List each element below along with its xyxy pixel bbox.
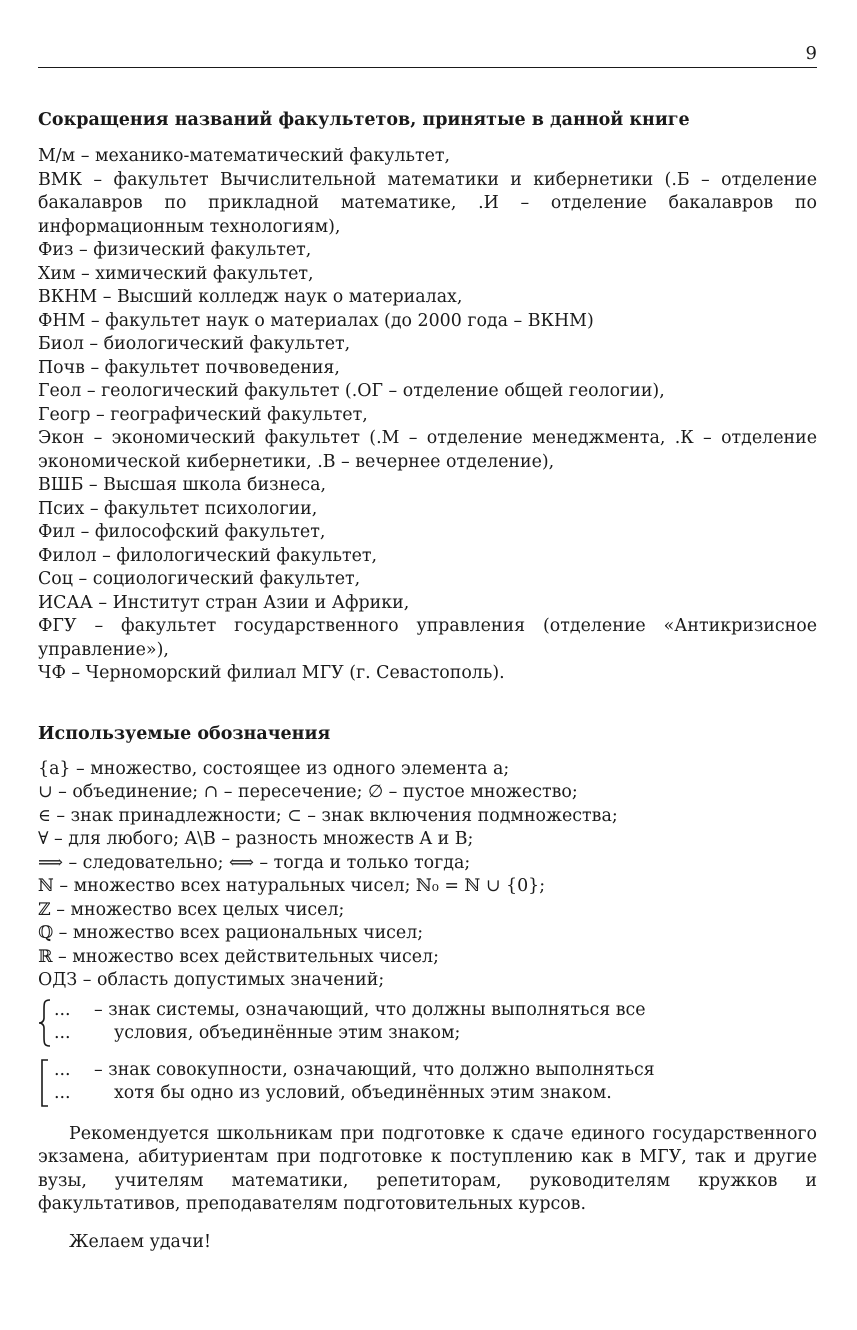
union-description — [94, 1059, 817, 1107]
notations-list — [38, 758, 817, 1107]
notation-row: ℝ – множество всех действительных чисел; — [38, 946, 439, 967]
notation-row: ∈ – знак принадлежности; ⊂ – знак включения подмножества; — [38, 805, 618, 826]
system-line-2: условия, объединённые этим знаком; — [114, 1023, 461, 1043]
abbreviation-item: Фил – философский факультет, — [38, 522, 326, 542]
abbreviation-item: ЧФ – Черноморский филиал МГУ (г. Севастополь). — [38, 663, 505, 683]
abbreviations-title: Сокращения названий факультетов, принятые в данной книге — [38, 110, 690, 130]
wishes-line: Желаем удачи! — [69, 1231, 211, 1252]
page-number: 9 — [805, 43, 817, 64]
abbreviation-item: Почв – факультет почвоведения, — [38, 357, 340, 378]
abbreviation-item: Хим – химический факультет, — [38, 263, 314, 284]
page-content — [38, 108, 817, 1254]
abbreviation-item: Физ – физический факультет, — [38, 240, 312, 260]
header-rule — [38, 67, 817, 68]
square-bracket-icon — [38, 1059, 52, 1107]
notation-row: ∀ – для любого; A\B – разность множеств A и B; — [38, 829, 474, 849]
union-line-1: – знак совокупности, означающий, что должно выполняться — [94, 1059, 655, 1080]
system-notation — [38, 999, 817, 1047]
union-dots-2: ... — [54, 1083, 71, 1103]
abbreviation-item: Филол – филологический факультет, — [38, 545, 378, 566]
abbreviation-item: ИСАА – Институт стран Азии и Африки, — [38, 592, 410, 613]
abbreviation-item: ВМК – факультет Вычислительной математики и кибернетики (.Б – отделение бакалавров по прикладной математике, .И – отделение бакалавров по информационным технологиям), — [38, 169, 817, 237]
abbreviation-item: М/м – механико-математический факультет, — [38, 146, 451, 166]
system-description — [94, 999, 817, 1047]
union-dots-1: ... — [54, 1059, 71, 1080]
notation-row: ОДЗ – область допустимых значений; — [38, 970, 385, 990]
abbreviation-item: ВШБ – Высшая школа бизнеса, — [38, 475, 327, 495]
recommendation-paragraph: Рекомендуется школьникам при подготовке к сдаче единого государственного экзамена, абитуриентам при подготовке к поступлению как в МГУ, так и другие вузы, учителям математики, репетиторам, руководителям кружков и факультативов, преподавателям подготовительных курсов. — [38, 1123, 817, 1214]
notation-row: ∪ – объединение; ∩ – пересечение; ∅ – пустое множество; — [38, 782, 578, 802]
system-dots-2: ... — [54, 1023, 71, 1043]
abbreviation-item: Псих – факультет психологии, — [38, 498, 318, 519]
union-dots — [52, 1059, 94, 1107]
abbreviation-item: Экон – экономический факультет (.М – отделение менеджмента, .К – отделение экономической кибернетики, .В – вечернее отделение), — [38, 428, 817, 472]
abbreviation-item: Биол – биологический факультет, — [38, 334, 351, 354]
notation-row: ⟹ – следовательно; ⟺ – тогда и только тогда; — [38, 852, 471, 873]
system-line-1: – знак системы, означающий, что должны выполняться все — [94, 999, 646, 1020]
abbreviation-item: Геогр – географический факультет, — [38, 404, 368, 425]
system-dots — [52, 999, 94, 1047]
notation-row: {a} – множество, состоящее из одного элемента a; — [38, 758, 510, 779]
abbreviation-item: Соц – социологический факультет, — [38, 569, 361, 589]
system-dots-1: ... — [54, 999, 71, 1020]
union-line-2: хотя бы одно из условий, объединённых этим знаком. — [114, 1083, 612, 1103]
notation-row: ℚ – множество всех рациональных чисел; — [38, 923, 424, 943]
abbreviation-item: ФГУ – факультет государственного управления (отделение «Антикризисное управление»), — [38, 616, 817, 660]
union-notation — [38, 1059, 817, 1107]
abbreviation-item: ВКНМ – Высший колледж наук о материалах, — [38, 287, 463, 307]
abbreviation-item: Геол – геологический факультет (.ОГ – отделение общей геологии), — [38, 381, 665, 401]
notations-title: Используемые обозначения — [38, 723, 331, 744]
abbreviation-item: ФНМ – факультет наук о материалах (до 2000 года – ВКНМ) — [38, 310, 594, 331]
curly-brace-icon — [38, 999, 52, 1047]
notation-row: ℕ – множество всех натуральных чисел; ℕ₀ = ℕ ∪ {0}; — [38, 876, 546, 896]
abbreviations-list — [38, 145, 817, 686]
notation-row: ℤ – множество всех целых чисел; — [38, 899, 345, 920]
